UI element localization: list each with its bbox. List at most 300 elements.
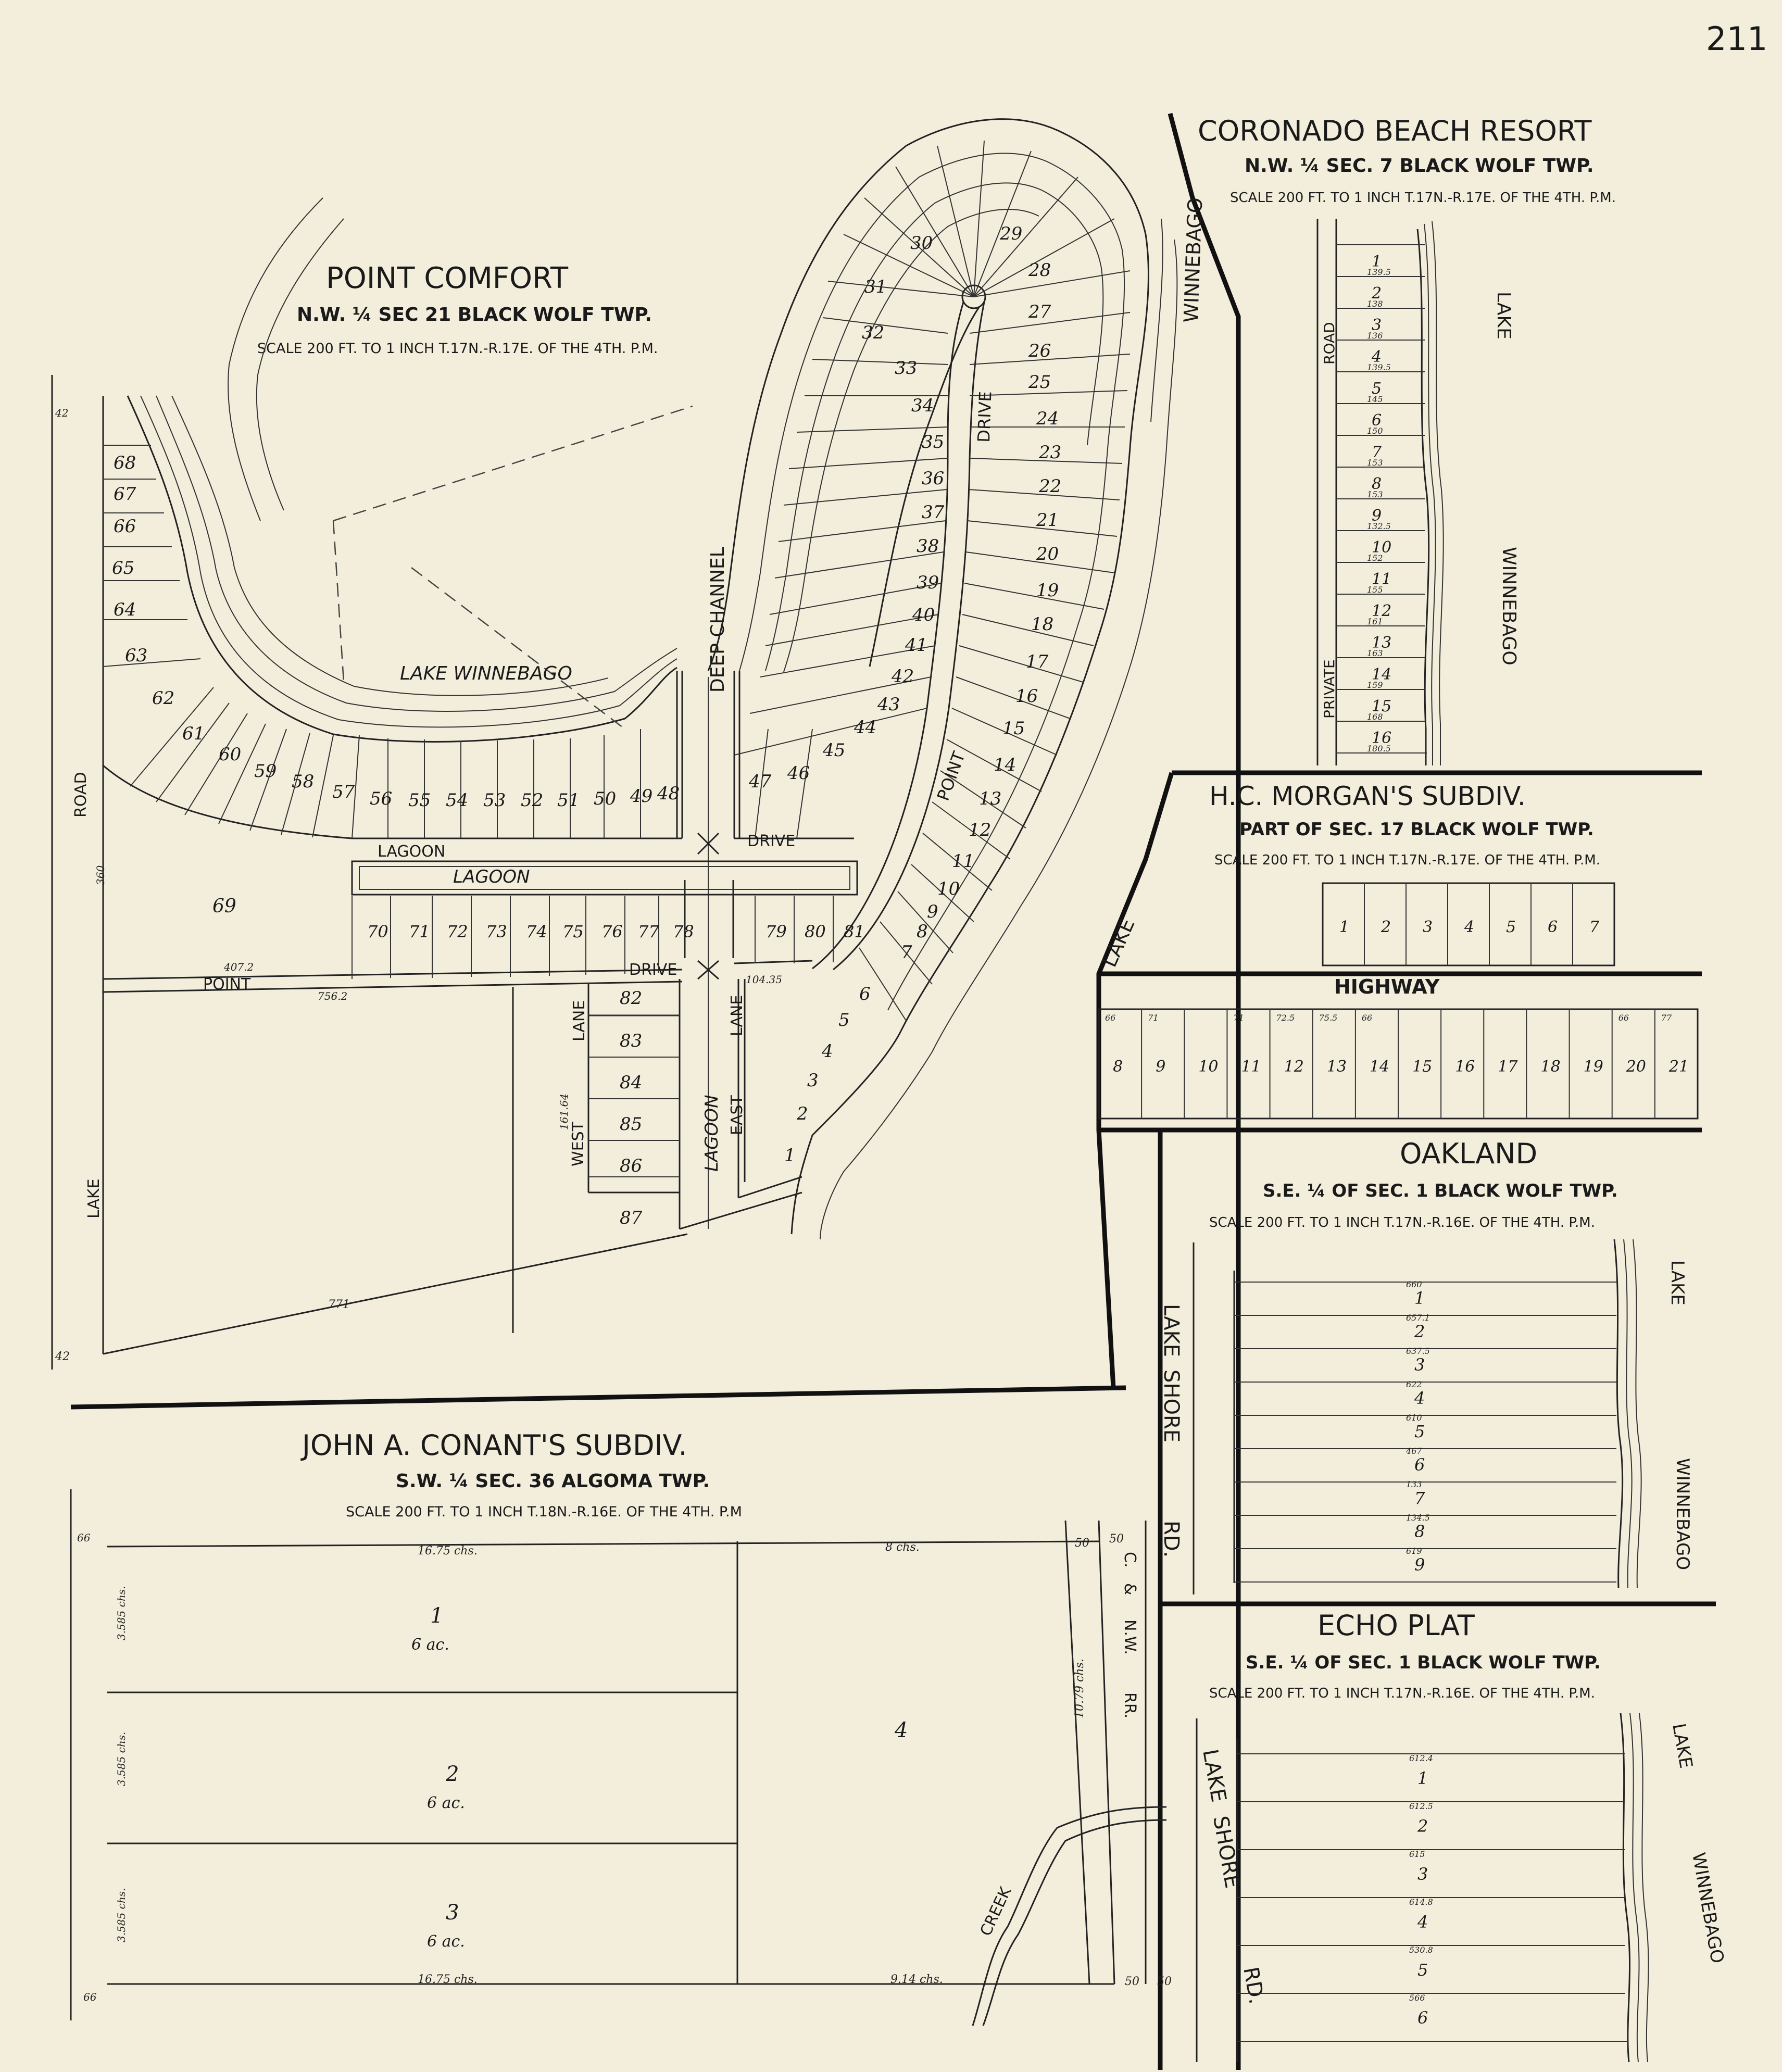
oakland-lot-7: 7 — [1414, 1488, 1425, 1508]
point-drive-label-b: DRIVE — [629, 961, 677, 979]
coronado-lot-9: 9 — [1372, 507, 1382, 525]
coronado-depth: 136 — [1367, 331, 1383, 341]
lot-74: 74 — [526, 922, 547, 941]
coronado-depth: 161 — [1367, 617, 1383, 626]
lot-83: 83 — [620, 1031, 643, 1051]
oakland-lots — [1234, 1279, 1616, 1582]
echo-contour-1 — [1630, 1713, 1639, 2062]
coronado-depth: 153 — [1367, 489, 1383, 499]
morgan-north-lots — [1339, 883, 1600, 965]
bay-contour-3 — [172, 396, 608, 696]
lot-2: 2 — [797, 1103, 808, 1124]
echo-lot-1: 1 — [1417, 1768, 1428, 1788]
dim-407: 407.2 — [224, 961, 254, 973]
morgan-width: 77 — [1661, 1013, 1672, 1023]
dim-42-top: 42 — [55, 407, 69, 419]
conant-dim-50-3: 50 — [1125, 1975, 1139, 1988]
coronado-lot-1: 1 — [1372, 253, 1382, 271]
oakland-lot-3: 3 — [1414, 1355, 1425, 1375]
conant-east-line — [1065, 1521, 1089, 1984]
lot-80: 80 — [805, 922, 826, 941]
lot-3: 3 — [807, 1070, 819, 1091]
lagoon-drive-label-a: LAGOON — [378, 843, 446, 861]
echo-contour-2 — [1639, 1713, 1649, 2062]
lake-road-label-1: ROAD — [72, 772, 90, 818]
point-comfort-lots-lagoon — [367, 922, 865, 941]
lot-38: 38 — [917, 536, 939, 557]
west-lane-label: WEST — [569, 1122, 587, 1166]
morgan-south-lots — [1105, 1009, 1689, 1119]
lot-54: 54 — [446, 790, 469, 811]
coronado-scale: SCALE 200 FT. TO 1 INCH T.17N.-R.17E. OF THE 4TH. P.M. — [1230, 190, 1616, 206]
point-drive-east-seg — [734, 961, 812, 963]
oakland-road-label-2: SHORE — [1159, 1370, 1183, 1443]
point-west-lot-lines — [734, 318, 948, 755]
dim-42-bottom: 42 — [55, 1350, 70, 1363]
echo-winnebago-label: WINNEBAGO — [1688, 1851, 1728, 1965]
lot-26: 26 — [1028, 341, 1051, 361]
echo-title: ECHO PLAT — [1317, 1609, 1475, 1642]
morgan-title: H.C. MORGAN'S SUBDIV. — [1209, 781, 1526, 811]
creek-label: CREEK — [976, 1884, 1015, 1939]
oakland-lot-1: 1 — [1414, 1288, 1425, 1308]
lot-51: 51 — [557, 790, 580, 811]
morgan-width: 66 — [1105, 1013, 1116, 1023]
dim-161: 161.64 — [558, 1094, 570, 1130]
conant-lot-1: 1 — [430, 1604, 444, 1628]
coronado-lake-label: LAKE — [1493, 292, 1514, 340]
oakland-depth: 622 — [1406, 1379, 1422, 1389]
lot-41: 41 — [905, 635, 928, 656]
lot-61: 61 — [182, 723, 205, 744]
oakland-lot-5: 5 — [1414, 1422, 1425, 1441]
coronado-lot-3: 3 — [1372, 316, 1382, 334]
echo-lot-4: 4 — [1417, 1912, 1428, 1932]
coronado-plat — [1198, 115, 1616, 765]
lot-10: 10 — [937, 878, 960, 899]
echo-scale: SCALE 200 FT. TO 1 INCH T.17N.-R.16E. OF THE 4TH. P.M. — [1209, 1686, 1595, 1701]
morgan-lot-21: 21 — [1668, 1058, 1689, 1076]
point-comfort-location: N.W. ¼ SEC 21 BLACK WOLF TWP. — [297, 304, 652, 325]
coronado-lot-14: 14 — [1372, 665, 1392, 684]
coronado-depth: 145 — [1367, 394, 1383, 404]
lot-6: 6 — [859, 984, 871, 1004]
oakland-depth: 467 — [1406, 1446, 1422, 1456]
morgan-width: 72.5 — [1276, 1013, 1295, 1023]
lot-24: 24 — [1036, 408, 1059, 429]
morgan-lot-8: 8 — [1113, 1058, 1123, 1076]
section-dividers — [71, 114, 1716, 2070]
lake-road-label-2: LAKE — [85, 1178, 103, 1219]
lot-47: 47 — [749, 771, 772, 792]
lot-16: 16 — [1015, 686, 1038, 707]
lot-21: 21 — [1036, 510, 1059, 531]
coronado-depth: 152 — [1367, 553, 1383, 563]
morgan-lot-15: 15 — [1412, 1058, 1433, 1076]
lagoon-vertical-label: LAGOON — [701, 1095, 722, 1172]
echo-lot-3: 3 — [1417, 1864, 1428, 1884]
conant-dim-side-1: 3.585 chs. — [115, 1586, 128, 1640]
oakland-contour-2 — [1633, 1239, 1641, 1588]
oakland-location: S.E. ¼ OF SEC. 1 BLACK WOLF TWP. — [1263, 1181, 1618, 1201]
lake-winnebago-bay-label: LAKE WINNEBAGO — [400, 663, 572, 684]
lot-33: 33 — [895, 358, 918, 379]
coronado-depth: 180.5 — [1367, 744, 1391, 754]
echo-road-label-1: LAKE — [1198, 1747, 1231, 1804]
lot-30: 30 — [910, 233, 933, 254]
lot-29: 29 — [1000, 223, 1023, 244]
conant-dim-top: 16.75 chs. — [418, 1544, 478, 1558]
lot-60: 60 — [219, 744, 242, 765]
coronado-depth: 159 — [1367, 680, 1383, 690]
lake-east-label: LAKE — [1098, 915, 1139, 971]
morgan-width: 71 — [1233, 1013, 1244, 1023]
oakland-depth: 657.1 — [1406, 1313, 1430, 1323]
morgan-width: 66 — [1618, 1013, 1629, 1023]
coronado-depth: 153 — [1367, 458, 1383, 468]
oakland-lot-9: 9 — [1414, 1555, 1425, 1575]
coronado-winnebago-label: WINNEBAGO — [1498, 547, 1520, 665]
morgan-width: 75.5 — [1319, 1013, 1338, 1023]
railroad-label-2: & — [1121, 1583, 1139, 1596]
lot-23: 23 — [1039, 442, 1062, 463]
oakland-depth: 133 — [1406, 1479, 1422, 1489]
lot-39: 39 — [917, 572, 939, 593]
lot-8: 8 — [917, 921, 928, 942]
coronado-depth: 138 — [1367, 299, 1383, 309]
lot-1: 1 — [784, 1145, 796, 1166]
morgan-location: PART OF SEC. 17 BLACK WOLF TWP. — [1239, 819, 1594, 840]
creek-south-bank — [983, 1820, 1166, 2026]
coronado-lot-12: 12 — [1372, 602, 1392, 620]
echo-lot-6: 6 — [1417, 2008, 1428, 2028]
deep-channel-label: DEEP CHANNEL — [707, 547, 729, 693]
lot-15: 15 — [1002, 718, 1025, 739]
lot-64: 64 — [114, 599, 136, 620]
morgan-lot-10: 10 — [1198, 1058, 1219, 1076]
lagoon-label: LAGOON — [453, 867, 530, 887]
divider-conant-top — [71, 1388, 1126, 1407]
lake-contour-east — [820, 240, 1177, 1239]
conant-dim-right: 10.79 chs. — [1073, 1659, 1086, 1718]
conant-dim-50-2: 50 — [1109, 1533, 1124, 1546]
lot-35: 35 — [922, 432, 945, 453]
echo-depth: 612.4 — [1409, 1753, 1433, 1763]
echo-lake-label: LAKE — [1668, 1722, 1697, 1770]
coronado-contour-1 — [1424, 224, 1436, 765]
morgan-lot-12: 12 — [1284, 1058, 1304, 1076]
morgan-scale: SCALE 200 FT. TO 1 INCH T.17N.-R.17E. OF THE 4TH. P.M. — [1214, 852, 1600, 868]
morgan-lot-13: 13 — [1326, 1058, 1347, 1076]
dim-756: 756.2 — [318, 990, 348, 1002]
point-drive-label-a: POINT — [203, 975, 251, 994]
morgan-plat — [1099, 781, 1698, 1119]
oakland-lot-2: 2 — [1414, 1322, 1425, 1341]
coronado-depth: 150 — [1367, 426, 1383, 436]
lake-winnebago-east-label: WINNEBAGO — [1179, 197, 1207, 323]
oakland-depth: 660 — [1406, 1279, 1422, 1289]
lane-label-2: LANE — [728, 995, 746, 1036]
coronado-lot-6: 6 — [1372, 411, 1382, 430]
conant-lot-4: 4 — [895, 1718, 908, 1742]
morgan-lot-7: 7 — [1589, 918, 1600, 936]
morgan-lot-3: 3 — [1423, 918, 1433, 936]
lot-20: 20 — [1036, 544, 1059, 564]
lot-48: 48 — [657, 783, 680, 804]
oakland-title: OAKLAND — [1400, 1137, 1538, 1170]
conant-location: S.W. ¼ SEC. 36 ALGOMA TWP. — [396, 1471, 710, 1492]
south-boundary-line — [103, 1234, 687, 1354]
lot-13: 13 — [979, 788, 1002, 809]
lot-7: 7 — [901, 942, 912, 963]
conant-dim-side-3: 3.585 chs. — [115, 1888, 128, 1942]
west-lot-lines — [103, 445, 812, 838]
coronado-depth: 139.5 — [1367, 267, 1391, 277]
lot-82: 82 — [620, 988, 643, 1009]
morgan-lot-18: 18 — [1540, 1058, 1561, 1076]
lagoon-drive-label-b: DRIVE — [747, 832, 796, 850]
lot-27: 27 — [1028, 302, 1051, 322]
conant-title: JOHN A. CONANT'S SUBDIV. — [302, 1429, 687, 1462]
morgan-lot-1: 1 — [1339, 918, 1350, 936]
lot-68: 68 — [114, 453, 136, 473]
point-comfort-plat — [52, 119, 1207, 1370]
morgan-lot-20: 20 — [1626, 1058, 1646, 1076]
coronado-lot-4: 4 — [1372, 348, 1382, 366]
dashed-survey-line-2 — [333, 521, 344, 682]
coronado-depth: 132.5 — [1367, 521, 1391, 531]
lot-56: 56 — [370, 788, 393, 809]
lot-14: 14 — [994, 755, 1017, 775]
oakland-depth: 619 — [1406, 1546, 1422, 1556]
lot-52: 52 — [521, 790, 544, 811]
oakland-depth: 610 — [1406, 1413, 1422, 1423]
point-comfort-scale: SCALE 200 FT. TO 1 INCH T.17N.-R.17E. OF THE 4TH. P.M. — [257, 341, 658, 357]
morgan-lot-5: 5 — [1506, 918, 1516, 936]
dim-771: 771 — [328, 1298, 350, 1311]
conant-acres-2: 6 ac. — [427, 1794, 465, 1812]
conant-north-line — [107, 1541, 1099, 1547]
lot-46: 46 — [787, 763, 810, 784]
coronado-lot-8: 8 — [1372, 475, 1382, 493]
lot-67: 67 — [114, 484, 136, 505]
lot-65: 65 — [112, 558, 135, 579]
oakland-contour-1 — [1624, 1239, 1632, 1588]
oakland-shoreline — [1614, 1239, 1623, 1588]
echo-depth: 566 — [1409, 1993, 1425, 2003]
coronado-depth: 168 — [1367, 712, 1383, 722]
dim-360: 360 — [94, 865, 107, 885]
conant-dim-50-1: 50 — [1075, 1537, 1089, 1550]
lot-19: 19 — [1036, 580, 1059, 601]
page-number: 211 — [1706, 20, 1768, 58]
lot-58: 58 — [292, 771, 315, 792]
lot-71: 71 — [409, 922, 430, 941]
railroad-label-1: C. — [1121, 1552, 1139, 1568]
coronado-title: CORONADO BEACH RESORT — [1198, 115, 1592, 147]
echo-lot-5: 5 — [1417, 1960, 1428, 1980]
morgan-lot-9: 9 — [1156, 1058, 1166, 1076]
dim-104: 104.35 — [746, 973, 782, 986]
lot-57: 57 — [332, 782, 355, 802]
lot-44: 44 — [854, 717, 877, 738]
east-lane-label: EAST — [728, 1095, 746, 1135]
coronado-lot-5: 5 — [1372, 380, 1382, 398]
morgan-lot-6: 6 — [1548, 918, 1558, 936]
conant-plat — [71, 1429, 1172, 2026]
echo-depth: 612.5 — [1409, 1801, 1433, 1811]
lot-63: 63 — [125, 645, 148, 666]
lot-62: 62 — [152, 688, 175, 709]
dashed-survey-line-3 — [411, 568, 625, 729]
morgan-lot-19: 19 — [1583, 1058, 1603, 1076]
lane-label-1: LANE — [570, 1000, 588, 1041]
morgan-width: 66 — [1361, 1013, 1373, 1023]
oakland-depth: 637.5 — [1406, 1346, 1430, 1356]
echo-lots — [1237, 1753, 1628, 2041]
dashed-survey-line-1 — [333, 406, 693, 521]
lot-87: 87 — [620, 1208, 643, 1228]
echo-depth: 530.8 — [1409, 1945, 1433, 1955]
coronado-lot-10: 10 — [1372, 538, 1392, 557]
lot-42: 42 — [892, 666, 914, 687]
oakland-lot-6: 6 — [1414, 1455, 1425, 1475]
oakland-lot-4: 4 — [1414, 1388, 1425, 1408]
railroad-label-4: RR. — [1121, 1692, 1139, 1719]
lot-22: 22 — [1039, 476, 1062, 497]
lot-37: 37 — [922, 502, 945, 523]
coronado-depth: 155 — [1367, 585, 1383, 595]
lot-72: 72 — [447, 922, 468, 941]
lot-86: 86 — [620, 1156, 643, 1176]
lot-4: 4 — [822, 1041, 833, 1062]
lot-31: 31 — [864, 277, 887, 297]
conant-dim-bottom-right: 9.14 chs. — [890, 1973, 943, 1986]
morgan-lot-4: 4 — [1464, 918, 1475, 936]
oakland-winnebago-label: WINNEBAGO — [1672, 1458, 1693, 1571]
lot-73: 73 — [486, 922, 507, 941]
lot-53: 53 — [483, 790, 506, 811]
conant-scale: SCALE 200 FT. TO 1 INCH T.18N.-R.16E. OF THE 4TH. P.M — [346, 1504, 742, 1520]
point-drive-curve-label-2: DRIVE — [974, 391, 996, 443]
point-contour-3 — [784, 209, 1039, 672]
oakland-road-label-1: LAKE — [1159, 1304, 1183, 1358]
lot-59: 59 — [254, 761, 277, 782]
lake-contour-east-2 — [1151, 219, 1163, 422]
lot-45: 45 — [823, 740, 846, 761]
point-comfort-title: POINT COMFORT — [326, 261, 569, 295]
conant-lot-3: 3 — [446, 1901, 459, 1925]
conant-acres-3: 6 ac. — [427, 1932, 465, 1951]
oakland-lot-8: 8 — [1414, 1522, 1425, 1541]
coronado-lots — [1336, 245, 1427, 754]
echo-depth: 615 — [1409, 1849, 1425, 1859]
coronado-lot-2: 2 — [1372, 284, 1382, 303]
lot-36: 36 — [922, 468, 945, 489]
morgan-lot-2: 2 — [1381, 918, 1391, 936]
morgan-lot-17: 17 — [1498, 1058, 1518, 1076]
echo-location: S.E. ¼ OF SEC. 1 BLACK WOLF TWP. — [1246, 1652, 1601, 1673]
lot-43: 43 — [877, 694, 900, 715]
coronado-lot-13: 13 — [1372, 634, 1392, 652]
lot-85: 85 — [620, 1114, 643, 1135]
lot-49: 49 — [630, 786, 653, 807]
lot-75: 75 — [562, 922, 584, 941]
point-shoreline-outer — [708, 119, 1149, 1234]
oakland-depth: 134.5 — [1406, 1513, 1430, 1523]
lot-69: 69 — [212, 896, 236, 917]
morgan-lot-14: 14 — [1369, 1058, 1390, 1076]
lot-55: 55 — [408, 790, 431, 811]
lot-5: 5 — [838, 1010, 850, 1031]
coronado-depth: 163 — [1367, 648, 1383, 658]
point-radial-lot-lines — [828, 141, 1130, 297]
lot-77: 77 — [638, 922, 659, 941]
lot-34: 34 — [911, 395, 934, 416]
conant-lot-2: 2 — [446, 1762, 459, 1786]
bay-contour-4 — [228, 198, 323, 521]
lot-84: 84 — [620, 1072, 643, 1093]
echo-lot-2: 2 — [1417, 1816, 1428, 1836]
coronado-location: N.W. ¼ SEC. 7 BLACK WOLF TWP. — [1245, 155, 1594, 177]
lot-32: 32 — [862, 322, 885, 343]
coronado-private-label: PRIVATE — [1321, 659, 1338, 719]
coronado-depth: 139.5 — [1367, 362, 1391, 372]
conant-dim-bottom: 16.75 chs. — [418, 1973, 478, 1986]
conant-dim-50-4: 50 — [1157, 1975, 1172, 1988]
bay-shoreline-outer — [128, 396, 677, 742]
conant-acres-1: 6 ac. — [411, 1636, 449, 1654]
echo-shoreline — [1621, 1713, 1630, 2062]
lot-18: 18 — [1031, 614, 1054, 635]
lot-50: 50 — [594, 788, 617, 809]
point-drive-south-2 — [103, 982, 682, 992]
morgan-width: 71 — [1148, 1013, 1159, 1023]
coronado-shoreline — [1417, 229, 1429, 765]
echo-plat — [1197, 1609, 1728, 2062]
lot-25: 25 — [1028, 372, 1051, 393]
oakland-lake-label: LAKE — [1667, 1260, 1688, 1305]
point-comfort-lots-east — [784, 223, 1061, 1166]
point-drive-curve-label-1: POINT — [933, 749, 969, 803]
echo-road-label-2: SHORE — [1208, 1814, 1245, 1890]
railroad-west-edge — [1099, 1521, 1114, 1984]
lot-11: 11 — [952, 851, 975, 872]
highway-label: HIGHWAY — [1334, 975, 1440, 998]
morgan-lot-16: 16 — [1455, 1058, 1475, 1076]
conant-lots — [411, 1604, 908, 1951]
coronado-lot-11: 11 — [1372, 570, 1392, 588]
oakland-road-label-3: RD. — [1159, 1521, 1183, 1558]
lot-78: 78 — [673, 922, 694, 941]
point-drive-west-edge — [812, 302, 963, 969]
point-drive-south — [103, 970, 682, 979]
coronado-lot-15: 15 — [1372, 697, 1392, 715]
coronado-lot-16: 16 — [1372, 729, 1392, 747]
coronado-road-label: ROAD — [1321, 322, 1338, 365]
conant-dim-66-bottom: 66 — [83, 1991, 97, 2003]
lot-81: 81 — [844, 922, 865, 941]
conant-dim-top-right: 8 chs. — [885, 1541, 920, 1554]
lot-76: 76 — [601, 922, 623, 941]
echo-depth: 614.8 — [1409, 1897, 1433, 1907]
lot-66: 66 — [114, 516, 136, 537]
lot-28: 28 — [1028, 260, 1051, 281]
lot-17: 17 — [1026, 651, 1049, 672]
lot-40: 40 — [912, 605, 935, 625]
echo-road-label-3: RD. — [1238, 1965, 1269, 2006]
lot-9: 9 — [927, 901, 938, 922]
